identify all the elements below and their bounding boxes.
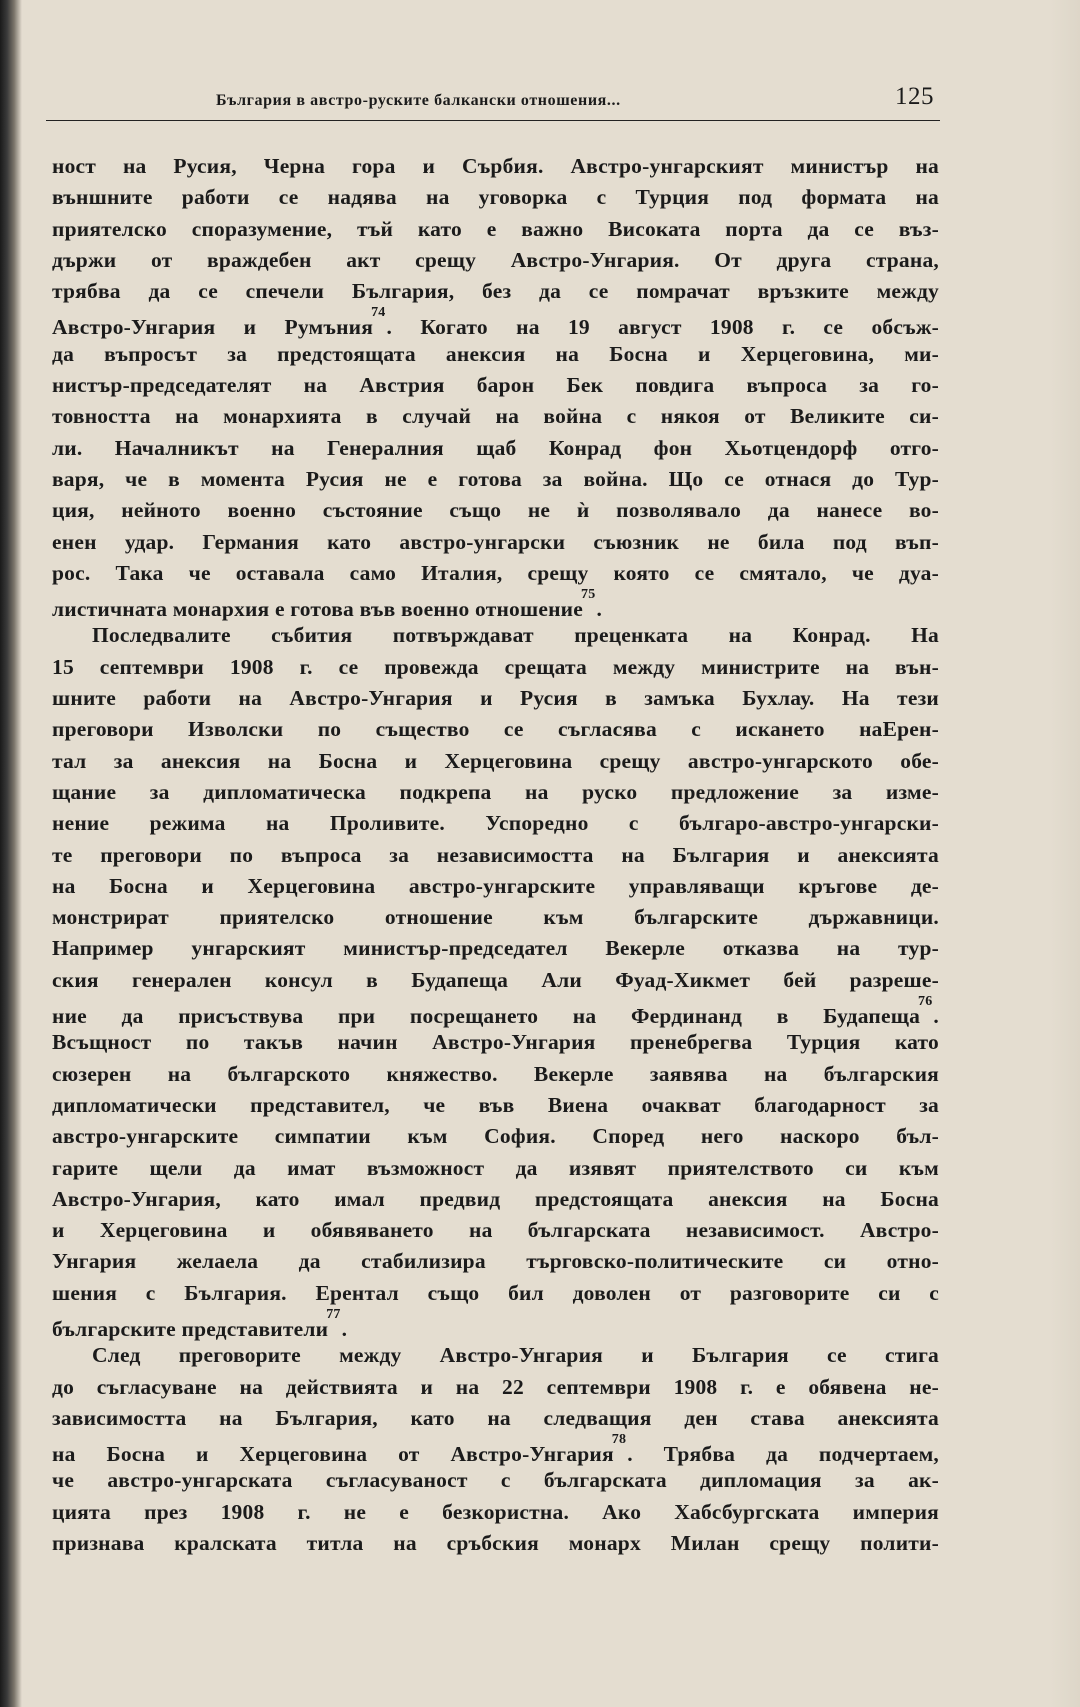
text-line: Унгария желаела да стабилизира търговско-политическите си отно- <box>52 1249 939 1274</box>
line-text: Австро-Унгария и Румъния <box>52 315 374 340</box>
text-line: те преговори по въпроса за независимостта на България и анексията <box>52 842 939 867</box>
text-line: тал за анексия на Босна и Херцеговина срещу австро-унгарското обе- <box>52 748 939 773</box>
text-line: ция, нейното военно състояние също не ѝ позволявало да нанесе во- <box>52 498 939 523</box>
text-line: След преговорите между Австро-Унгария и България се стига <box>92 1343 939 1368</box>
footnote-ref: 75 <box>581 587 596 603</box>
footnote-ref: 78 <box>611 1432 627 1448</box>
text-line: енен удар. Германия като австро-унгарски съюзник не била под въп- <box>52 529 939 554</box>
line-text: на Босна и Херцеговина от Австро-Унгария <box>52 1442 614 1467</box>
text-line: и Херцеговина и обявяването на българската независимост. Австро- <box>52 1218 939 1243</box>
text-line: нистър-председателят на Австрия барон Бек повдига въпроса за го- <box>52 373 939 398</box>
footnote-ref: 74 <box>371 305 386 321</box>
line-text: листичната монархия е готова във военно отношение <box>52 597 584 622</box>
text-line: нение режима на Проливите. Успоредно с българо-австро-унгарски- <box>52 811 939 836</box>
line-text: българските представители <box>52 1317 329 1342</box>
text-line: 15 септември 1908 г. се провежда срещата между министрите на вън- <box>52 654 939 679</box>
text-line: признава кралската титла на сръбския монарх Милан срещу полити- <box>52 1531 939 1556</box>
header-rule <box>46 120 940 121</box>
text-line: ли. Началникът на Генералния щаб Конрад фон Хьотцендорф отго- <box>52 435 939 460</box>
text-line: дипломатически представител, че във Виена очакват благодарност за <box>52 1092 939 1117</box>
line-text: . <box>933 1004 939 1029</box>
text-line: щание за дипломатическа подкрепа на руско предложение за изме- <box>52 779 939 804</box>
text-line: товността на монархията в случай на война с някоя от Великите си- <box>52 404 939 429</box>
footnote-ref: 77 <box>326 1306 341 1322</box>
line-text: ние да присъствува при посрещането на Фердинанд в Будапеща <box>52 1004 921 1029</box>
footnote-ref: 76 <box>918 994 933 1010</box>
text-line <box>52 996 939 1027</box>
text-line <box>52 589 939 620</box>
text-line: трябва да се спечели България, без да се помрачат връзките между <box>52 279 939 304</box>
line-text: . <box>341 1317 348 1342</box>
text-line: Австро-Унгария, като имал предвид предстоящата анексия на Босна <box>52 1186 939 1211</box>
text-line: Последвалите събития потвърждават преценката на Конрад. На <box>92 623 939 648</box>
body-text <box>52 151 939 1559</box>
page-edge <box>1050 0 1080 1707</box>
text-line: да въпросът за предстоящата анексия на Босна и Херцеговина, ми- <box>52 341 939 366</box>
text-line: че австро-унгарската съгласуваност с българската дипломация за ак- <box>52 1468 939 1493</box>
running-header <box>46 82 940 122</box>
text-line: ския генерален консул в Будапеща Али Фуад-Хикмет бей разреше- <box>52 967 939 992</box>
text-line: цията през 1908 г. не е безкористна. Ако Хабсбургската империя <box>52 1499 939 1524</box>
text-line: шения с България. Ерентал също бил доволен от разговорите си с <box>52 1280 939 1305</box>
text-line <box>52 1306 939 1342</box>
line-text: . <box>596 597 603 622</box>
text-line: приятелско споразумение, тъй като е важно Високата порта да се въз- <box>52 216 939 241</box>
text-line <box>52 1434 939 1465</box>
text-line: ност на Русия, Черна гора и Сърбия. Австро-унгарският министър на <box>52 154 939 178</box>
text-line: шните работи на Австро-Унгария и Русия в замъка Бухлау. На тези <box>52 686 939 711</box>
text-line <box>52 307 939 338</box>
text-line: зависимостта на България, като на следващия ден става анексията <box>52 1405 939 1430</box>
text-line: държи от враждебен акт срещу Австро-Унгария. От друга страна, <box>52 247 939 272</box>
text-line: на Босна и Херцеговина австро-унгарските управляващи кръгове де- <box>52 873 939 898</box>
text-line: гарите щели да имат възможност да изявят приятелството си към <box>52 1155 939 1180</box>
text-line: Всъщност по такъв начин Австро-Унгария пренебрегва Турция като <box>52 1030 939 1055</box>
text-line: сюзерен на българското княжество. Векерле заявява на българския <box>52 1061 939 1086</box>
line-text: . Когато на 19 август 1908 г. се обсъж- <box>386 315 939 340</box>
text-line: преговори Изволски по същество се съгласява с искането наЕрен- <box>52 717 939 742</box>
text-line: варя, че в момента Русия не е готова за война. Що се отнася до Тур- <box>52 466 939 491</box>
text-line: външните работи се надява на уговорка с Турция под формата на <box>52 185 939 210</box>
page-number: 125 <box>895 83 934 110</box>
text-line: австро-унгарските симпатии към София. Според него наскоро бъл- <box>52 1124 939 1149</box>
text-line: до съгласуване на действията и на 22 септември 1908 г. е обявена не- <box>52 1374 939 1399</box>
book-gutter-shadow <box>0 0 22 1707</box>
line-text: . Трябва да подчертаем, <box>627 1442 939 1467</box>
running-header-title: България в австро-руските балкански отношения... <box>216 92 621 109</box>
text-line: монстрират приятелско отношение към българските държавници. <box>52 905 939 930</box>
text-line: рос. Така че оставала само Италия, срещу която се смятало, че дуа- <box>52 560 939 585</box>
text-line: Например унгарският министър-председател Векерле отказва на тур- <box>52 936 939 961</box>
